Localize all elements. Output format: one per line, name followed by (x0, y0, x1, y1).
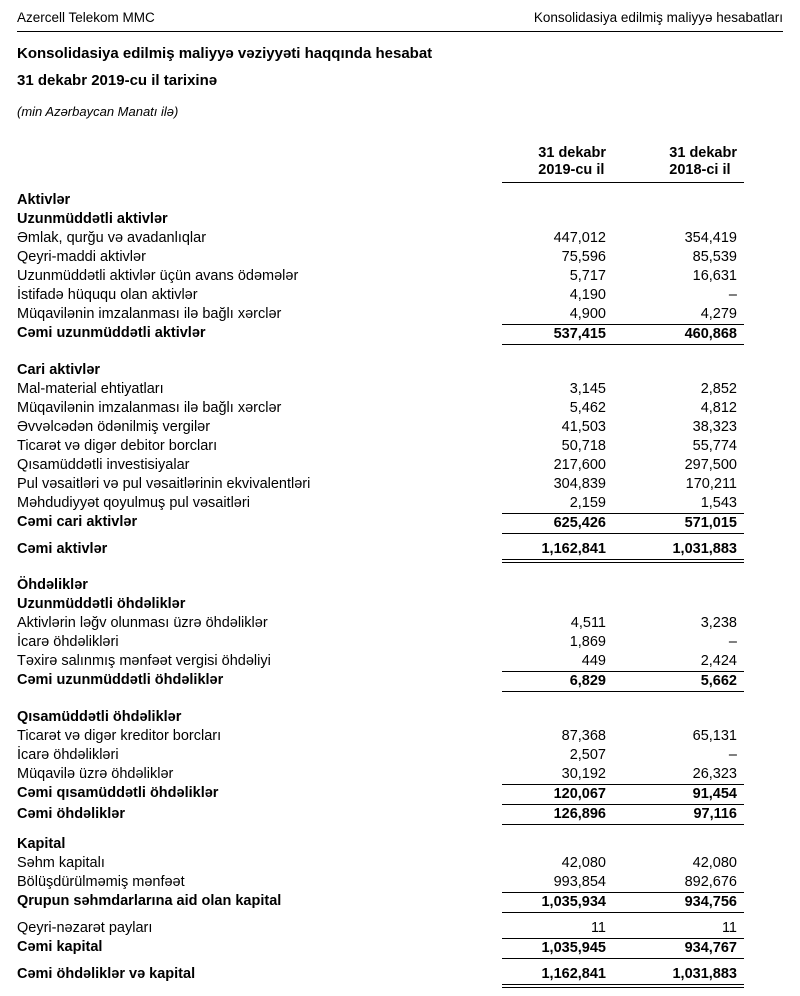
statement-row (17, 191, 783, 210)
row-values (502, 380, 744, 399)
row-values (502, 652, 744, 671)
statement-title: Konsolidasiya edilmiş maliyyə vəziyyəti haqqında hesabat (17, 45, 433, 62)
statement-row (17, 873, 783, 892)
statement-row (17, 437, 783, 456)
statement-row (17, 633, 783, 652)
row-values (502, 965, 744, 985)
column-header-row (17, 145, 783, 183)
row-label: Müqavilə üzrə öhdəliklər (17, 766, 174, 782)
row-values (502, 784, 744, 805)
row-values (502, 765, 744, 784)
statement-row (17, 892, 783, 913)
row-values (502, 854, 744, 873)
value-2019: 120,067 (553, 786, 606, 802)
value-2018: 934,756 (684, 894, 737, 910)
row-values (502, 267, 744, 286)
statement-row (17, 805, 783, 825)
row-label: Ticarət və digər kreditor borcları (17, 728, 222, 744)
row-values (502, 671, 744, 692)
value-2018: 892,676 (684, 874, 737, 890)
value-2019: 1,035,945 (541, 940, 606, 956)
statement-row (17, 456, 783, 475)
value-2018: 2,424 (700, 653, 737, 669)
row-values (502, 614, 744, 633)
units-note: (min Azərbaycan Manatı ilə) (17, 104, 179, 119)
row-label: Cəmi uzunmüddətli öhdəliklər (17, 672, 224, 688)
row-label: Uzunmüddətli aktivlər üçün avans ödəmələr (17, 268, 299, 284)
value-2019: 304,839 (553, 476, 606, 492)
value-2019: 41,503 (561, 419, 606, 435)
value-2018: 85,539 (692, 249, 737, 265)
row-spacer (17, 692, 783, 708)
row-values (502, 418, 744, 437)
value-2018: 460,868 (684, 326, 737, 342)
row-values (502, 456, 744, 475)
report-type: Konsolidasiya edilmiş maliyyə hesabatları (533, 10, 783, 25)
company-name: Azercell Telekom MMC (17, 10, 155, 25)
value-2018: – (728, 634, 737, 650)
statement-row (17, 286, 783, 305)
row-label: Cəmi uzunmüddətli aktivlər (17, 325, 206, 341)
row-label: Pul vəsaitləri və pul vəsaitlərinin ekvivalentləri (17, 476, 311, 492)
row-label: Öhdəliklər (17, 577, 88, 593)
statement-row (17, 576, 783, 595)
row-label: Məhdudiyyət qoyulmuş pul vəsaitləri (17, 495, 250, 511)
row-label: Qısamüddətli öhdəliklər (17, 709, 182, 725)
row-label: Cari aktivlər (17, 362, 101, 378)
row-values (502, 540, 744, 560)
value-2019: 537,415 (553, 326, 606, 342)
statement-row (17, 652, 783, 671)
row-label: Cəmi cari aktivlər (17, 514, 138, 530)
statement-row (17, 475, 783, 494)
value-2018: 26,323 (692, 766, 737, 782)
statement-row (17, 965, 783, 985)
value-2019: 3,145 (569, 381, 606, 397)
value-2019: 42,080 (561, 855, 606, 871)
value-2019: 217,600 (553, 457, 606, 473)
statement-row (17, 513, 783, 534)
statement-row (17, 248, 783, 267)
row-label: Qeyri-maddi aktivlər (17, 249, 146, 265)
value-2019: 30,192 (561, 766, 606, 782)
row-label: Aktivlər (17, 192, 71, 208)
column-header-2019-text (538, 145, 606, 179)
value-2019: 11 (590, 920, 606, 936)
row-label: Cəmi öhdəliklər və kapital (17, 966, 196, 982)
statement-row (17, 835, 783, 854)
statement-row (17, 540, 783, 560)
row-spacer (17, 825, 783, 835)
row-values (502, 727, 744, 746)
value-2019: 5,462 (569, 400, 606, 416)
row-label: Bölüşdürülməmiş mənfəət (17, 874, 185, 890)
row-label: Qeyri-nəzarət payları (17, 920, 153, 936)
statement-row (17, 854, 783, 873)
row-label: Mal-material ehtiyatları (17, 381, 164, 397)
row-label: Qısamüddətli investisiyalar (17, 457, 190, 473)
row-values (502, 805, 744, 825)
document-header (17, 9, 783, 32)
value-2018: 16,631 (692, 268, 737, 284)
row-label: Əmlak, qurğu və avadanlıqlar (17, 230, 207, 246)
row-label: İcarə öhdəlikləri (17, 747, 119, 763)
value-2018: 571,015 (684, 515, 737, 531)
row-label: Aktivlərin ləğv olunması üzrə öhdəliklər (17, 615, 268, 631)
row-label: Cəmi aktivlər (17, 541, 108, 557)
row-label: Müqavilənin imzalanması ilə bağlı xərclər (17, 306, 282, 322)
statement-row (17, 938, 783, 959)
value-2018: 1,543 (700, 495, 737, 511)
column-header-2019-line1: 31 dekabr (538, 145, 606, 161)
statement-row (17, 380, 783, 399)
row-values (502, 873, 744, 892)
value-2018: 11 (721, 920, 737, 936)
value-2019: 50,718 (561, 438, 606, 454)
row-values (502, 892, 744, 913)
row-values (502, 305, 744, 324)
row-values (502, 248, 744, 267)
value-2018: 55,774 (692, 438, 737, 454)
statement-row (17, 784, 783, 805)
row-label: Uzunmüddətli aktivlər (17, 211, 168, 227)
value-2018: 934,767 (684, 940, 737, 956)
row-values (502, 919, 744, 938)
value-2019: 625,426 (553, 515, 606, 531)
statement-row (17, 671, 783, 692)
statement-row (17, 229, 783, 248)
value-2018: 42,080 (692, 855, 737, 871)
column-header-2018-text (669, 145, 737, 179)
column-headers (502, 145, 744, 183)
value-2018: 5,662 (700, 673, 737, 689)
row-label: Səhm kapitalı (17, 855, 105, 871)
row-label: Ticarət və digər debitor borcları (17, 438, 218, 454)
row-values (502, 633, 744, 652)
value-2018: 91,454 (692, 786, 737, 802)
statement-row (17, 727, 783, 746)
column-header-2018 (612, 145, 744, 179)
value-2019: 1,162,841 (541, 966, 606, 982)
statement-row (17, 305, 783, 324)
row-label: Cəmi kapital (17, 939, 103, 955)
row-values (502, 324, 744, 345)
value-2018: – (728, 747, 737, 763)
row-values (502, 437, 744, 456)
statement-rows (17, 191, 783, 985)
statement-date: 31 dekabr 2019-cu il tarixinə (17, 72, 218, 89)
row-label: Müqavilənin imzalanması ilə bağlı xərclər (17, 400, 282, 416)
value-2019: 1,869 (569, 634, 606, 650)
value-2018: 1,031,883 (672, 541, 737, 557)
statement-row (17, 324, 783, 345)
column-header-spacer (17, 145, 502, 183)
value-2018: 297,500 (684, 457, 737, 473)
value-2018: 38,323 (692, 419, 737, 435)
row-values (502, 938, 744, 959)
value-2019: 87,368 (561, 728, 606, 744)
row-label: Kapital (17, 836, 66, 852)
statement-row (17, 418, 783, 437)
statement-row (17, 267, 783, 286)
value-2019: 2,507 (569, 747, 606, 763)
value-2018: 2,852 (700, 381, 737, 397)
row-label: Əvvəlcədən ödənilmiş vergilər (17, 419, 211, 435)
value-2019: 1,035,934 (541, 894, 606, 910)
row-label: Cəmi qısamüddətli öhdəliklər (17, 785, 219, 801)
statement-row (17, 399, 783, 418)
value-2018: 97,116 (693, 806, 737, 822)
row-label: Təxirə salınmış mənfəət vergisi öhdəliyi (17, 653, 271, 669)
value-2018: – (728, 287, 737, 303)
value-2018: 1,031,883 (672, 966, 737, 982)
statement-row (17, 595, 783, 614)
value-2018: 4,279 (700, 306, 737, 322)
value-2019: 4,900 (569, 306, 606, 322)
row-values (502, 229, 744, 248)
row-values (502, 746, 744, 765)
column-header-2018-line2: 2018-ci il (669, 162, 731, 178)
row-label: Cəmi öhdəliklər (17, 806, 125, 822)
value-2019: 5,717 (569, 268, 606, 284)
column-header-2019 (502, 145, 612, 179)
row-label: Qrupun səhmdarlarına aid olan kapital (17, 893, 282, 909)
row-label: İcarə öhdəlikləri (17, 634, 119, 650)
statement-row (17, 919, 783, 938)
row-values (502, 399, 744, 418)
row-label: Uzunmüddətli öhdəliklər (17, 596, 186, 612)
value-2018: 3,238 (700, 615, 737, 631)
value-2019: 4,190 (569, 287, 606, 303)
statement-row (17, 361, 783, 380)
value-2019: 447,012 (553, 230, 606, 246)
value-2019: 2,159 (569, 495, 606, 511)
value-2018: 65,131 (692, 728, 737, 744)
column-header-2019-line2: 2019-cu il (538, 162, 605, 178)
value-2019: 126,896 (553, 806, 606, 822)
statement-row (17, 210, 783, 229)
statement-row (17, 746, 783, 765)
value-2019: 6,829 (569, 673, 606, 689)
statement-row (17, 708, 783, 727)
value-2019: 993,854 (553, 874, 606, 890)
value-2018: 354,419 (684, 230, 737, 246)
row-spacer (17, 345, 783, 361)
row-values (502, 513, 744, 534)
value-2018: 4,812 (700, 400, 737, 416)
statement-row (17, 614, 783, 633)
statement-row (17, 494, 783, 513)
column-header-2018-line1: 31 dekabr (669, 145, 737, 161)
row-values (502, 286, 744, 305)
value-2019: 75,596 (561, 249, 606, 265)
value-2019: 1,162,841 (541, 541, 606, 557)
value-2018: 170,211 (685, 476, 737, 492)
value-2019: 4,511 (570, 615, 606, 631)
statement-row (17, 765, 783, 784)
row-values (502, 475, 744, 494)
value-2019: 449 (581, 653, 606, 669)
row-label: İstifadə hüququ olan aktivlər (17, 287, 198, 303)
row-values (502, 494, 744, 513)
